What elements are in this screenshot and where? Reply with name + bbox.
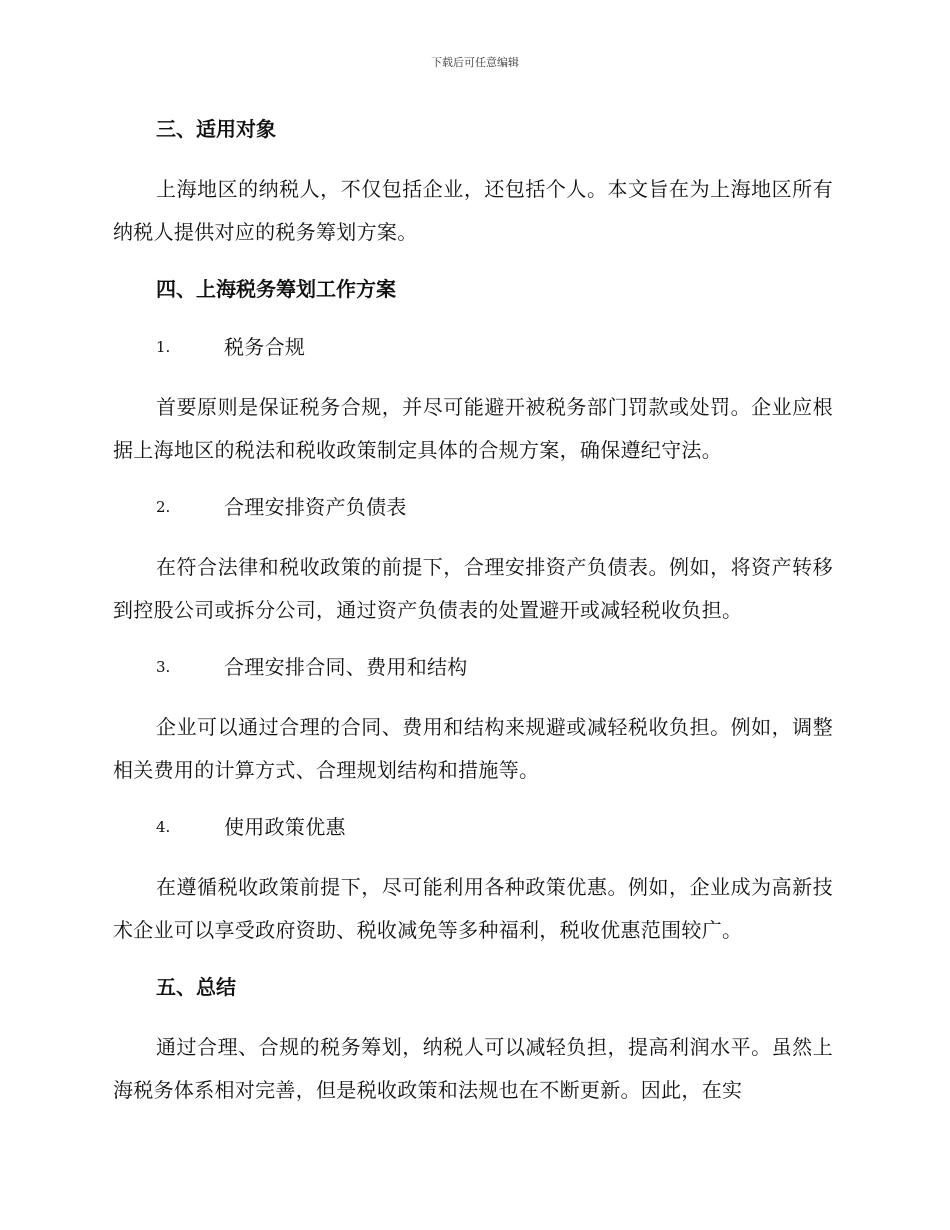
list-item-title: 税务合规 [224,335,306,359]
list-item-number: 4. [156,818,171,836]
list-item-title: 使用政策优惠 [224,815,346,839]
document-body [113,110,833,1128]
list-item-number: 3. [156,658,171,676]
list-item-contracts-costs-structure [113,648,833,686]
list-item-number: 2. [156,498,171,516]
paragraph-policy-incentives: 在遵循税收政策前提下，尽可能利用各种政策优惠。例如，企业成为高新技术企业可以享受政府资助、税收减免等多种福利，税收优惠范围较广。 [113,875,833,942]
list-item-number: 1. [156,338,171,356]
paragraph-tax-compliance: 首要原则是保证税务合规，并尽可能避开被税务部门罚款或处罚。企业应根据上海地区的税法和税收政策制定具体的合规方案，确保遵纪守法。 [113,395,833,462]
section-heading-applicable-objects: 三、适用对象 [156,117,276,141]
list-item-balance-sheet [113,488,833,526]
paragraph-balance-sheet: 在符合法律和税收政策的前提下，合理安排资产负债表。例如，将资产转移到控股公司或拆分公司，通过资产负债表的处置避开或减轻税收负担。 [113,555,833,622]
header-note: 下载后可任意编辑 [431,56,519,69]
section-heading-summary: 五、总结 [156,975,236,999]
list-item-title: 合理安排资产负债表 [224,495,407,519]
section-heading-work-plan: 四、上海税务筹划工作方案 [156,277,396,301]
paragraph-contracts-costs-structure: 企业可以通过合理的合同、费用和结构来规避或减轻税收负担。例如，调整相关费用的计算方式、合理规划结构和措施等。 [113,715,833,782]
list-item-tax-compliance [113,328,833,366]
list-item-title: 合理安排合同、费用和结构 [224,655,468,679]
list-item-policy-incentives [113,808,833,846]
paragraph-summary: 通过合理、合规的税务筹划，纳税人可以减轻负担，提高利润水平。虽然上海税务体系相对完善，但是税收政策和法规也在不断更新。因此，在实 [113,1035,833,1102]
paragraph-applicable-objects: 上海地区的纳税人，不仅包括企业，还包括个人。本文旨在为上海地区所有纳税人提供对应的税务筹划方案。 [113,177,833,244]
